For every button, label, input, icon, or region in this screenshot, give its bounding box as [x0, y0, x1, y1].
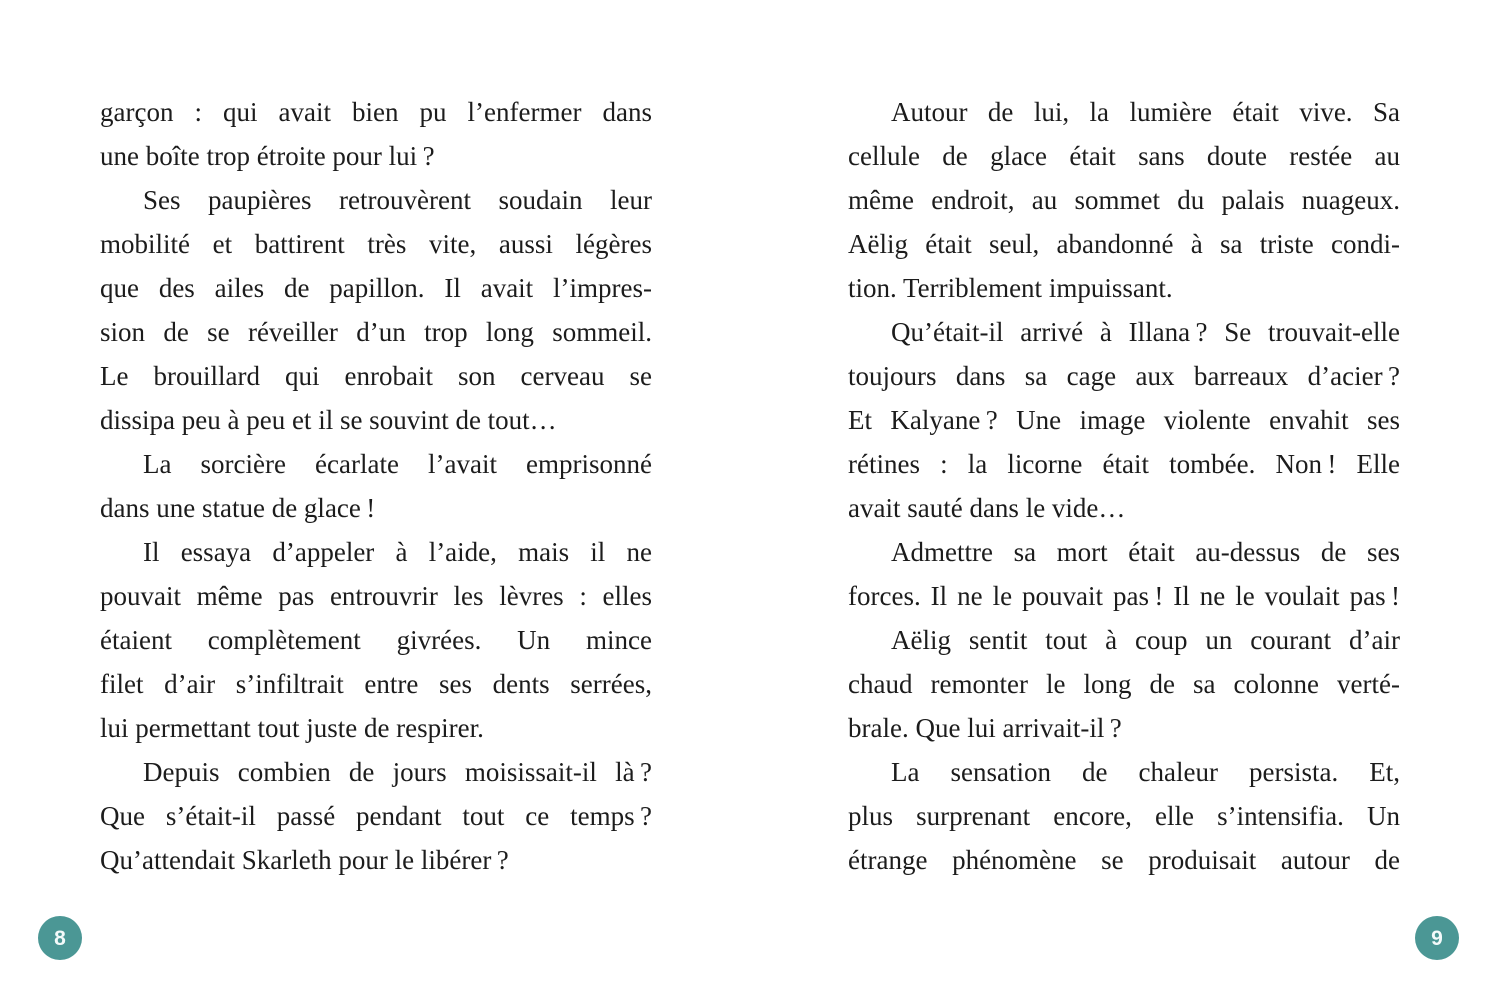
- text-line: lui permettant tout juste de respirer.: [100, 713, 484, 743]
- text-line: avait sauté dans le vide…: [848, 493, 1126, 523]
- page-number-badge-left: [38, 916, 82, 960]
- text-line: Depuis combien de jours moisissait-il là ?: [143, 757, 652, 787]
- text-line: toujours dans sa cage aux barreaux d’acier ?: [848, 361, 1400, 391]
- text-line: forces. Il ne le pouvait pas ! Il ne le voulait pas !: [848, 581, 1400, 611]
- text-line: étrange phénomène se produisait autour de: [848, 845, 1400, 875]
- text-line: une boîte trop étroite pour lui ?: [100, 141, 435, 171]
- text-line: Aëlig sentit tout à coup un courant d’air: [891, 625, 1400, 655]
- page-number-left: 8: [54, 926, 66, 950]
- text-line: tion. Terriblement impuissant.: [848, 273, 1173, 303]
- text-line: sion de se réveiller d’un trop long sommeil.: [100, 317, 652, 347]
- text-line: que des ailes de papillon. Il avait l’impres-: [100, 273, 652, 303]
- text-line: plus surprenant encore, elle s’intensifia. Un: [848, 801, 1400, 831]
- text-line: Qu’était-il arrivé à Illana ? Se trouvait-elle: [891, 317, 1400, 347]
- text-line: Aëlig était seul, abandonné à sa triste condi-: [848, 229, 1400, 259]
- text-line: Admettre sa mort était au-dessus de ses: [891, 537, 1400, 567]
- page-number-right: 9: [1431, 926, 1443, 950]
- text-line: Il essaya d’appeler à l’aide, mais il ne: [143, 537, 652, 567]
- text-line: Et Kalyane ? Une image violente envahit ses: [848, 405, 1400, 435]
- text-line: rétines : la licorne était tombée. Non ! Elle: [848, 449, 1400, 479]
- text-line: pouvait même pas entrouvrir les lèvres : elles: [100, 581, 652, 611]
- text-line: La sensation de chaleur persista. Et,: [891, 757, 1400, 787]
- text-line: Que s’était-il passé pendant tout ce temps ?: [100, 801, 652, 831]
- text-line: Ses paupières retrouvèrent soudain leur: [143, 185, 652, 215]
- text-line: mobilité et battirent très vite, aussi légères: [100, 229, 652, 259]
- page-right-text-block: [848, 90, 1400, 882]
- page-left-text-block: [100, 90, 652, 882]
- text-line: Le brouillard qui enrobait son cerveau se: [100, 361, 652, 391]
- text-line: étaient complètement givrées. Un mince: [100, 625, 652, 655]
- text-line: Autour de lui, la lumière était vive. Sa: [891, 97, 1400, 127]
- text-line: même endroit, au sommet du palais nuageux.: [848, 185, 1400, 215]
- text-line: dans une statue de glace !: [100, 493, 376, 523]
- text-line: Qu’attendait Skarleth pour le libérer ?: [100, 845, 509, 875]
- page-number-badge-right: [1415, 916, 1459, 960]
- text-line: garçon : qui avait bien pu l’enfermer dans: [100, 97, 652, 127]
- text-line: dissipa peu à peu et il se souvint de tout…: [100, 405, 557, 435]
- text-line: cellule de glace était sans doute restée au: [848, 141, 1400, 171]
- text-line: La sorcière écarlate l’avait emprisonné: [143, 449, 652, 479]
- text-line: filet d’air s’infiltrait entre ses dents serrées,: [100, 669, 652, 699]
- text-line: chaud remonter le long de sa colonne verté-: [848, 669, 1400, 699]
- text-line: brale. Que lui arrivait-il ?: [848, 713, 1122, 743]
